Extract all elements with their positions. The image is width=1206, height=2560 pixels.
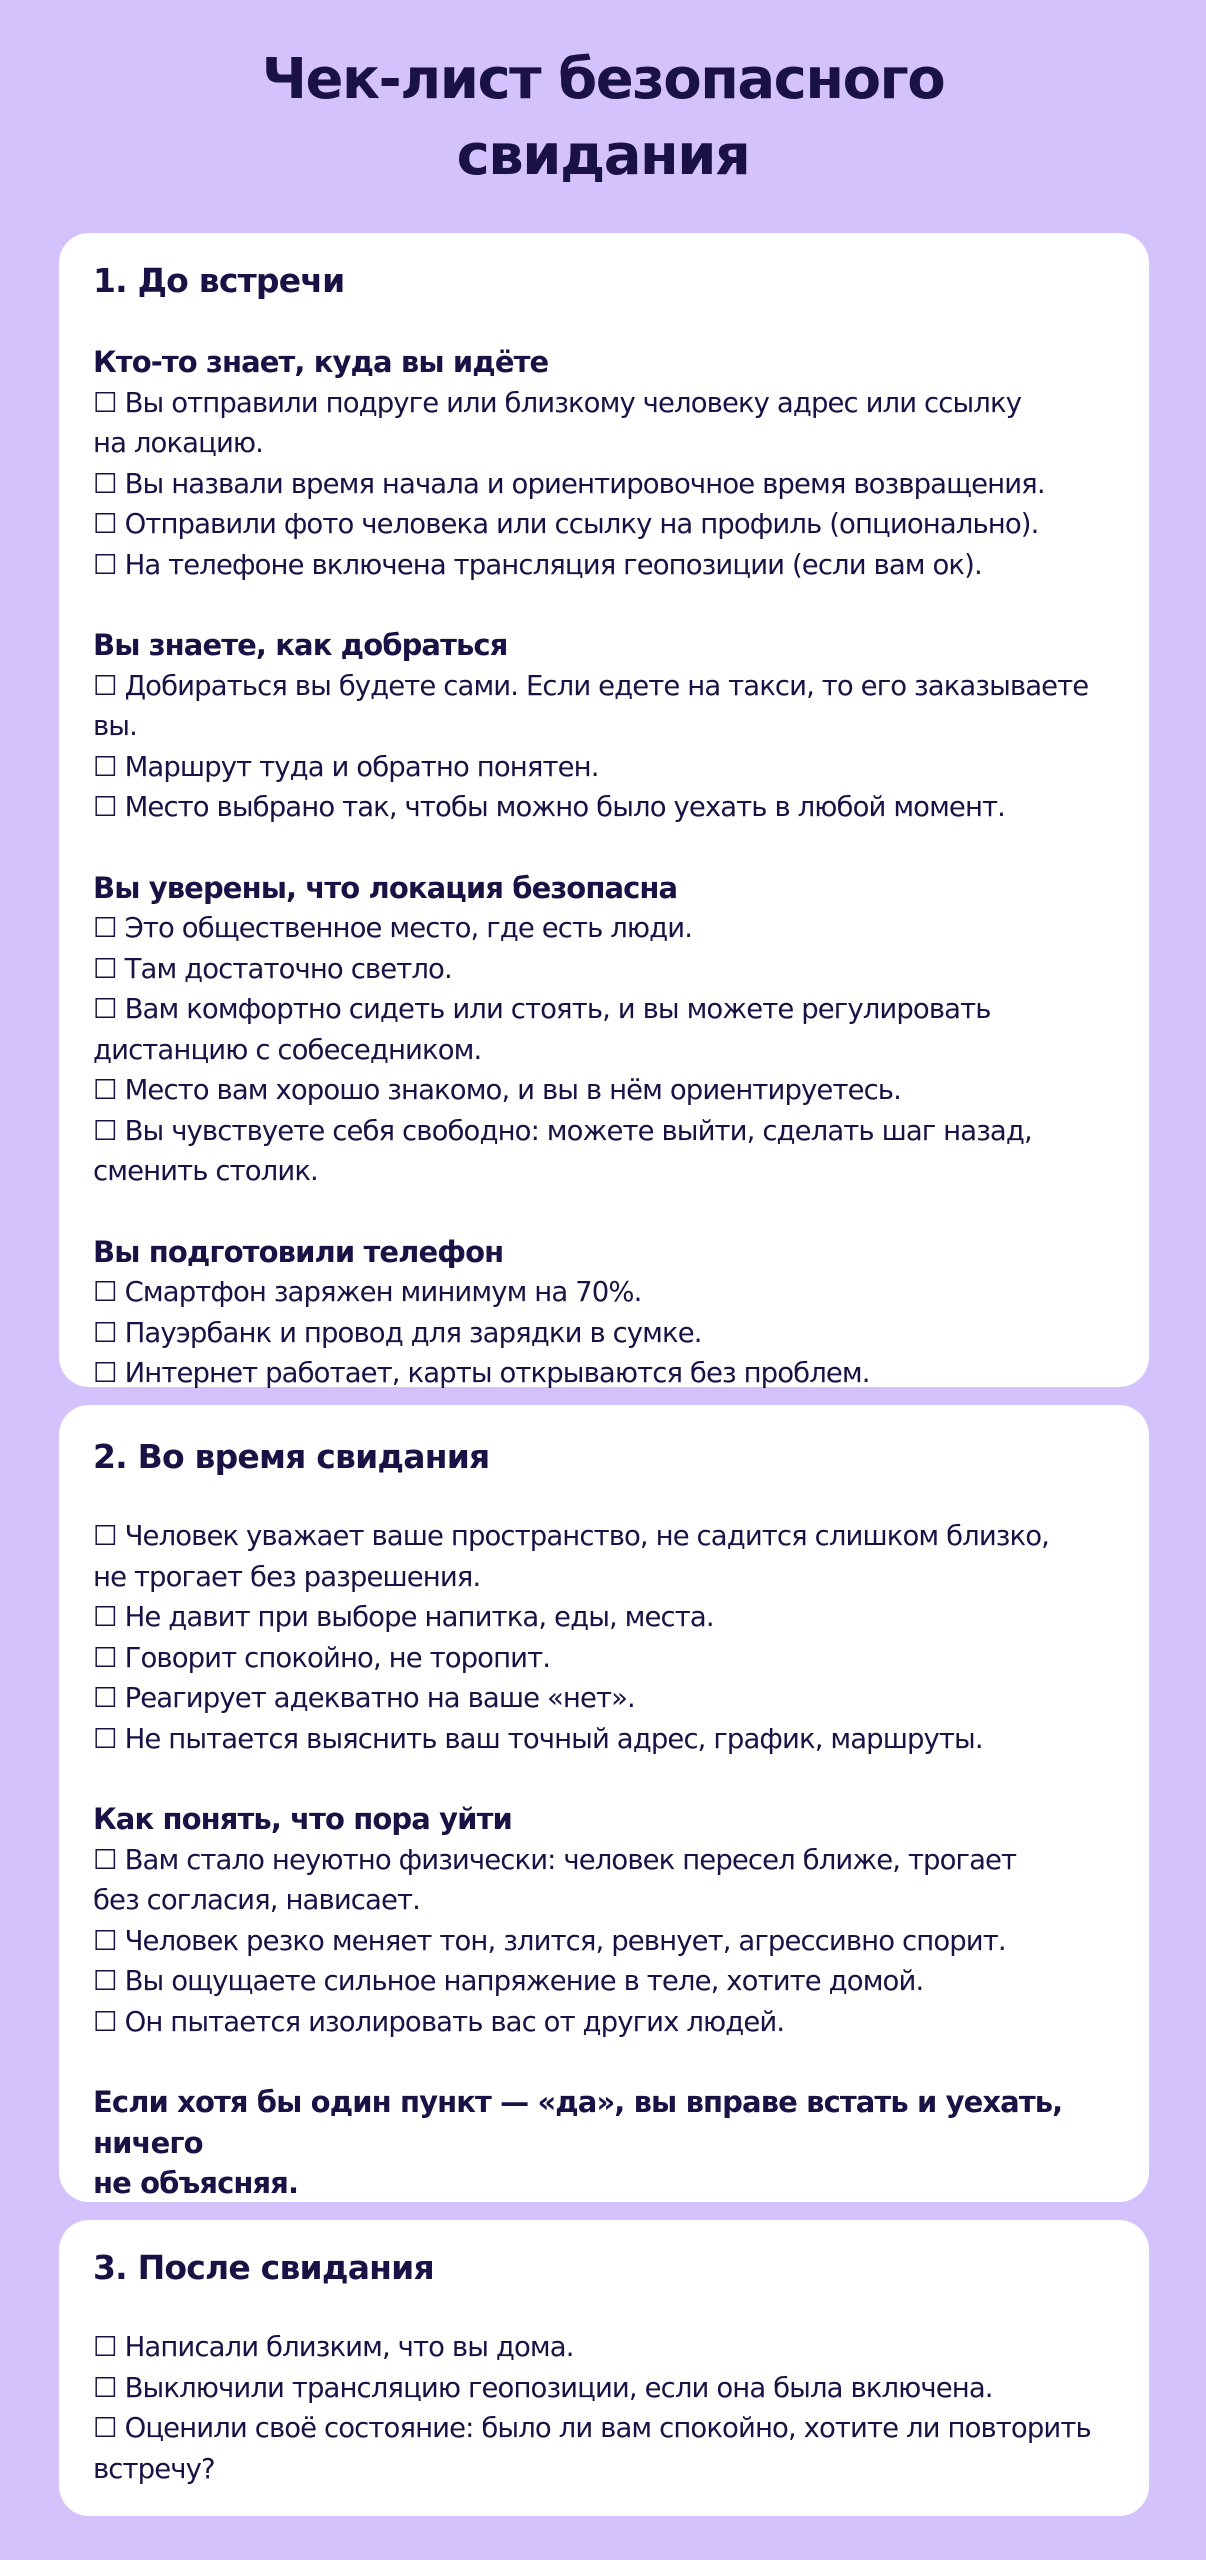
- checklist-item[interactable]: ☐ Отправили фото человека или ссылку на профиль (опционально).: [93, 508, 1039, 540]
- checklist-item-continuation: на локацию.: [93, 427, 264, 459]
- subsection-heading: Кто-то знает, куда вы идёте: [93, 345, 549, 379]
- subsection-heading: Вы знаете, как добраться: [93, 628, 508, 662]
- section-heading: 2. Во время свидания: [93, 1437, 490, 1476]
- checklist-item[interactable]: ☐ Вы назвали время начала и ориентировочное время возвращения.: [93, 467, 1045, 500]
- leave-note: Если хотя бы один пункт — «да», вы вправе встать и уехать, ничего: [93, 2085, 1063, 2160]
- checklist-item[interactable]: ☐ Человек уважает ваше пространство, не садится слишком близко,: [93, 1520, 1049, 1552]
- subsection-heading: Вы уверены, что локация безопасна: [93, 870, 678, 905]
- subsection-heading: Как понять, что пора уйти: [93, 1802, 512, 1836]
- checklist-item[interactable]: ☐ Реагирует адекватно на ваше «нет».: [93, 1682, 635, 1714]
- checklist-item[interactable]: ☐ Написали близким, что вы дома.: [93, 2331, 574, 2363]
- checklist-item[interactable]: ☐ Интернет работает, карты открываются без проблем.: [93, 1357, 870, 1389]
- checklist-item[interactable]: ☐ Место выбрано так, чтобы можно было уехать в любой момент.: [93, 791, 1005, 823]
- checklist-item-continuation: дистанцию с собеседником.: [93, 1033, 482, 1066]
- checklist-item[interactable]: ☐ Добираться вы будете сами. Если едете на такси, то его заказываете вы.: [93, 669, 1089, 742]
- checklist-item-continuation: без согласия, нависает.: [93, 1884, 420, 1916]
- checklist-item[interactable]: ☐ Выключили трансляцию геопозиции, если она была включена.: [93, 2371, 993, 2404]
- checklist-item[interactable]: ☐ Там достаточно светло.: [93, 952, 452, 985]
- page-title-line-2: свидания: [456, 123, 750, 188]
- checklist-item[interactable]: ☐ На телефоне включена трансляция геопозиции (если вам ок).: [93, 548, 982, 581]
- checklist-item[interactable]: ☐ Не давит при выборе напитка, еды, места.: [93, 1601, 714, 1633]
- checklist-item[interactable]: ☐ Маршрут туда и обратно понятен.: [93, 750, 599, 783]
- checklist-item[interactable]: ☐ Вам комфортно сидеть или стоять, и вы можете регулировать: [93, 993, 991, 1025]
- leave-note-continuation: не объясняя.: [93, 2166, 299, 2200]
- page-title: [0, 42, 1206, 194]
- checklist-item[interactable]: ☐ Он пытается изолировать вас от других людей.: [93, 2005, 785, 2038]
- checklist-item[interactable]: ☐ Это общественное место, где есть люди.: [93, 912, 693, 944]
- subsection-heading: Вы подготовили телефон: [93, 1234, 504, 1269]
- checklist-item-continuation: сменить столик.: [93, 1155, 318, 1187]
- section-before-meeting: [59, 233, 1149, 1387]
- checklist-item[interactable]: ☐ Смартфон заряжен минимум на 70%.: [93, 1276, 642, 1308]
- checklist-item[interactable]: ☐ Вы ощущаете сильное напряжение в теле, хотите домой.: [93, 1965, 924, 1997]
- checklist-item[interactable]: ☐ Не пытается выяснить ваш точный адрес, график, маршруты.: [93, 1722, 983, 1755]
- checklist-item[interactable]: ☐ Пауэрбанк и провод для зарядки в сумке.: [93, 1316, 702, 1349]
- checklist-item[interactable]: ☐ Вы отправили подруге или близкому человеку адрес или ссылку: [93, 386, 1022, 419]
- section-during-date: [59, 1405, 1149, 2202]
- section-heading: 3. После свидания: [93, 2248, 434, 2287]
- checklist-item[interactable]: ☐ Вы чувствуете себя свободно: можете выйти, сделать шаг назад,: [93, 1114, 1032, 1147]
- section-after-date: [59, 2220, 1149, 2516]
- checklist-item[interactable]: ☐ Оценили своё состояние: было ли вам спокойно, хотите ли повторить: [93, 2412, 1091, 2444]
- checklist-item[interactable]: ☐ Место вам хорошо знакомо, и вы в нём ориентируетесь.: [93, 1074, 901, 1106]
- checklist-item-continuation: встречу?: [93, 2452, 215, 2485]
- checklist-item-continuation: не трогает без разрешения.: [93, 1560, 481, 1593]
- page-title-line-1: Чек-лист безопасного: [261, 47, 945, 112]
- checklist-item[interactable]: ☐ Говорит спокойно, не торопит.: [93, 1641, 551, 1674]
- checklist-item[interactable]: ☐ Вам стало неуютно физически: человек пересел ближе, трогает: [93, 1843, 1017, 1876]
- checklist-item[interactable]: ☐ Человек резко меняет тон, злится, ревнует, агрессивно спорит.: [93, 1924, 1006, 1957]
- section-heading: 1. До встречи: [93, 261, 345, 300]
